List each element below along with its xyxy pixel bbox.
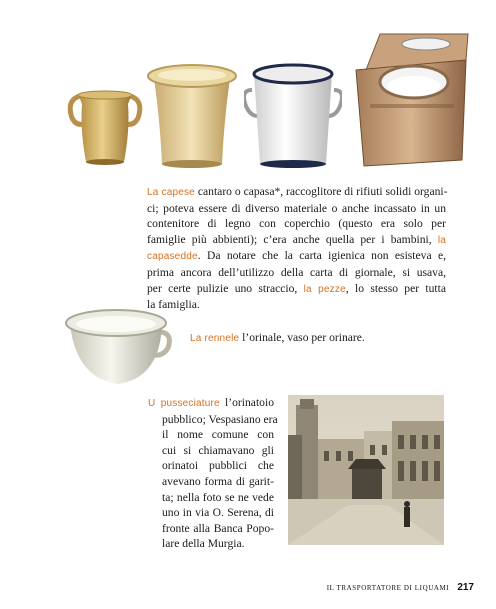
capese-line-1 bbox=[147, 184, 446, 201]
page-number: 217 bbox=[457, 582, 474, 593]
pusseciature-line-8: uno in via O. Serena, di bbox=[162, 506, 274, 520]
term-rennele: La rennele bbox=[190, 333, 240, 344]
running-title: IL TRASPORTATORE DI LIQUAMI bbox=[326, 584, 450, 592]
capese-line-3: contenitore di legno con coperchio (questo era solo per bbox=[147, 217, 446, 231]
capese-line-8: la famiglia. bbox=[147, 298, 200, 312]
pusseciature-entry bbox=[148, 395, 278, 552]
term-capasedde: capasedde bbox=[147, 251, 198, 263]
page-footer bbox=[327, 582, 474, 593]
capese-entry bbox=[147, 184, 446, 313]
rennele-text: l’orinale, vaso per orinare. bbox=[242, 331, 365, 344]
term-pezze: la pezze bbox=[303, 283, 346, 295]
pusseciature-line-10: lare della Murgia. bbox=[162, 537, 245, 551]
pusseciature-line-2: pubblico; Vespasiano era bbox=[162, 412, 278, 426]
pusseciature-line-9: fronte alla Banca Popo- bbox=[162, 521, 274, 535]
rennele-entry bbox=[190, 330, 365, 347]
wooden-commode-image bbox=[350, 30, 472, 170]
enamel-bucket-image bbox=[244, 60, 342, 170]
pusseciature-line-4: cui si chiamavano gli bbox=[162, 443, 274, 457]
historic-street-photo bbox=[288, 395, 444, 545]
capese-text: , lo stesso per tutta bbox=[345, 281, 446, 295]
capese-text: . Da notare che la carta igienica non esisteva e, bbox=[197, 249, 446, 263]
pusseciature-line-3: il nome comune con bbox=[162, 428, 274, 442]
term-pusseciature: U pusseciature bbox=[148, 398, 220, 409]
ceramic-pot-image bbox=[144, 60, 240, 170]
capese-text: famiglie più abbienti); c’era anche quella per i bambini, bbox=[147, 232, 432, 246]
term-capese: La capese bbox=[147, 187, 195, 198]
capese-text: per certe pulizie uno straccio, bbox=[147, 281, 298, 295]
pusseciature-line-5: orinatoi pubblici che bbox=[162, 459, 274, 473]
capese-line-6: prima ancora dell’utilizzo della carta di giornale, si usava, bbox=[147, 265, 446, 279]
capese-line-5 bbox=[147, 248, 446, 265]
capese-line-4 bbox=[147, 232, 446, 249]
pusseciature-text: l’orinatoio bbox=[225, 396, 274, 409]
capese-line-7 bbox=[147, 281, 446, 298]
capese-line-2: ci; poteva essere di diverso materiale o anche incassato in un bbox=[147, 201, 446, 215]
term-la: la bbox=[437, 234, 446, 246]
pusseciature-line-7: ta; nella foto se ne vede bbox=[162, 490, 274, 504]
capese-text: cantaro o capasa*, raccoglitore di rifiuti solidi organi- bbox=[197, 185, 448, 198]
pusseciature-line-1 bbox=[148, 395, 274, 412]
pottery-jar-image bbox=[66, 90, 144, 166]
pusseciature-line-6: avevano forma di garit- bbox=[162, 474, 274, 488]
chamber-pot-image bbox=[62, 306, 174, 388]
